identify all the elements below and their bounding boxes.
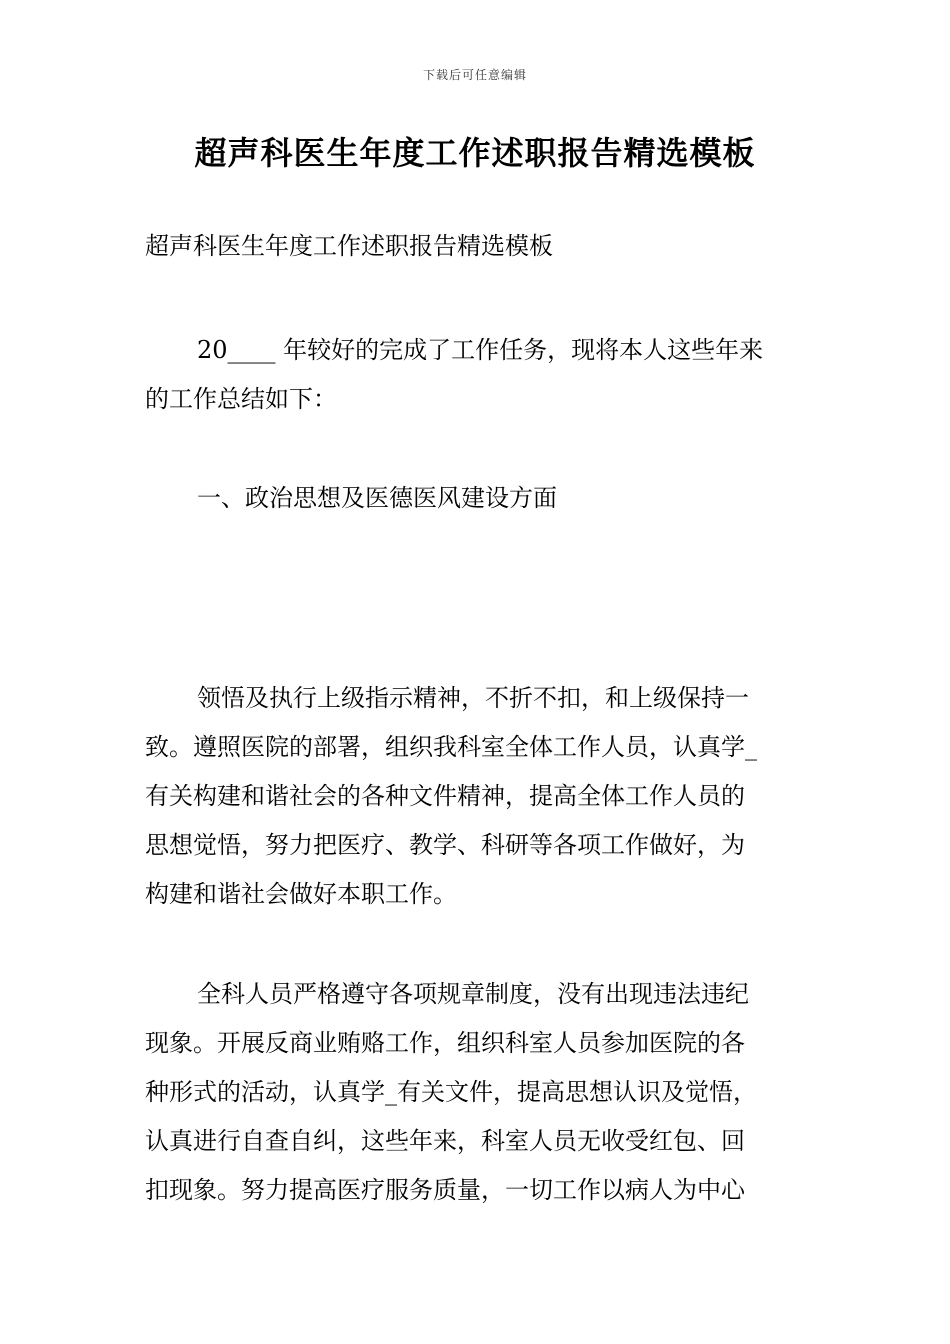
paragraph-line: 认真进行自查自纠，这些年来，科室人员无收受红包、回 [145, 1127, 745, 1155]
paragraph-line: 的工作总结如下： [145, 385, 337, 413]
paragraph-line: 现象。开展反商业贿赂工作，组织科室人员参加医院的各 [145, 1029, 745, 1057]
paragraph-line: 思想觉悟，努力把医疗、教学、科研等各项工作做好，为 [145, 831, 745, 859]
paragraph-line: 构建和谐社会做好本职工作。 [145, 880, 457, 908]
intro-paragraph [145, 326, 810, 424]
paragraph-2 [145, 970, 810, 1215]
paragraph-line: 领悟及执行上级指示精神，不折不扣，和上级保持一 [197, 684, 749, 712]
header-note: 下载后可任意编辑 [422, 68, 527, 82]
subtitle-line: 超声科医生年度工作述职报告精选模板 [145, 232, 553, 260]
paragraph-line: 致。遵照医院的部署，组织我科室全体工作人员，认真学_ [145, 733, 757, 761]
paragraph-line: 全科人员严格遵守各项规章制度，没有出现违法违纪 [197, 980, 749, 1008]
paragraph-line: 有关构建和谐社会的各种文件精神，提高全体工作人员的 [145, 782, 745, 810]
document-subtitle [145, 222, 810, 271]
paragraph-line: 种形式的活动，认真学_有关文件，提高思想认识及觉悟， [145, 1078, 757, 1106]
paragraph-line: 扣现象。努力提高医疗服务质量，一切工作以病人为中心 [145, 1176, 745, 1204]
document-title: 超声科医生年度工作述职报告精选模板 [194, 134, 756, 172]
section-heading [145, 474, 810, 523]
paragraph-1 [145, 674, 810, 919]
section-heading-text: 一、政治思想及医德医风建设方面 [197, 484, 557, 512]
paragraph-line: 20____ 年较好的完成了工作任务，现将本人这些年来 [197, 336, 764, 364]
